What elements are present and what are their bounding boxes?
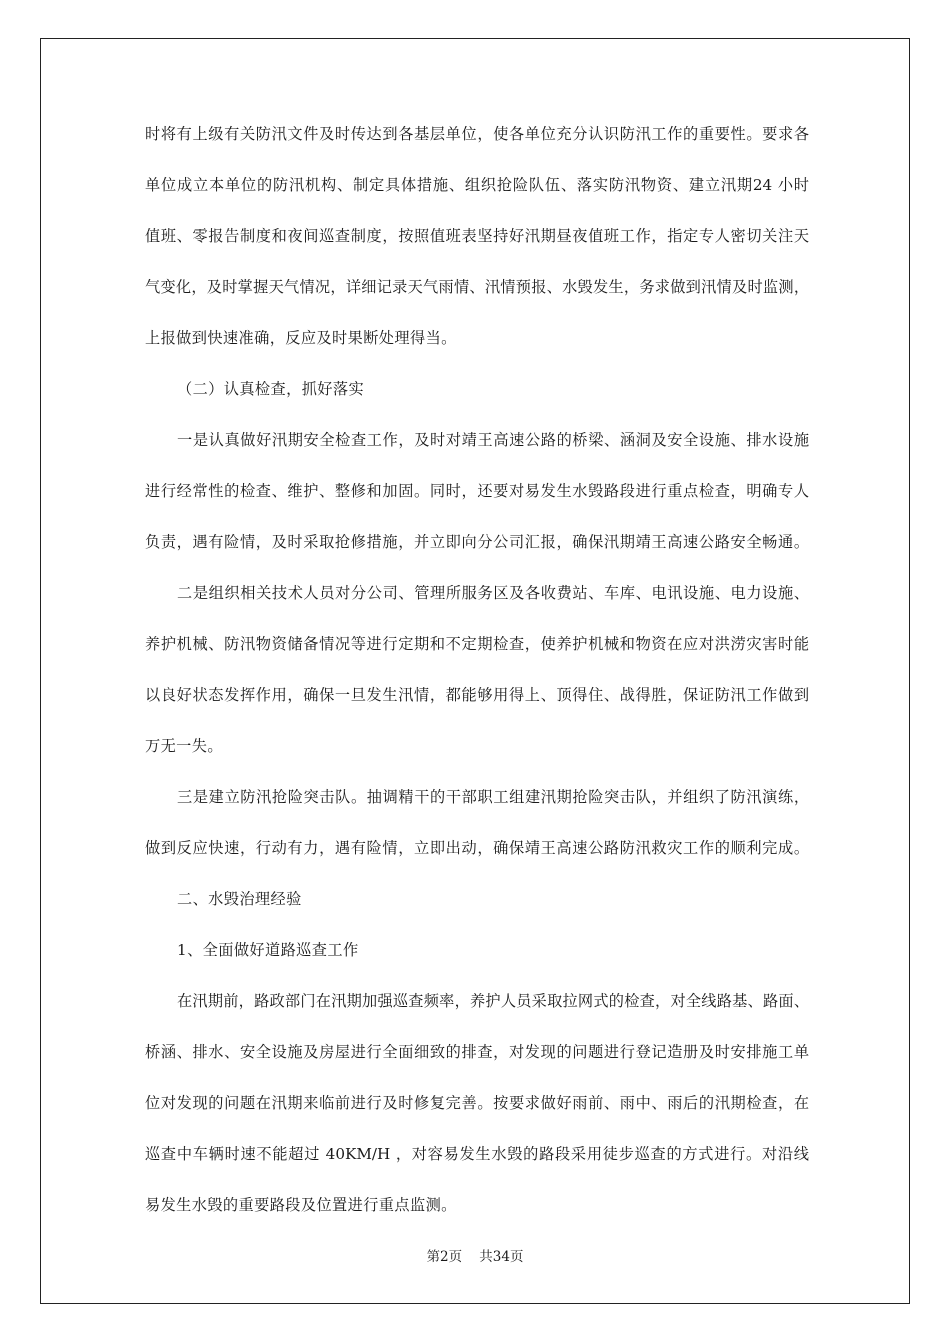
- body-line: 进行经常性的检查、维护、整修和加固。同时，还要对易发生水毁路段进行重点检查，明确专人: [145, 482, 809, 500]
- body-line: 三是建立防汛抢险突击队。抽调精干的干部职工组建汛期抢险突击队，并组织了防汛演练，: [177, 788, 809, 806]
- body-line: 易发生水毁的重要路段及位置进行重点监测。: [145, 1196, 457, 1214]
- page-number-footer: 第2页 共34页: [426, 1249, 524, 1265]
- body-line: 位对发现的问题在汛期来临前进行及时修复完善。按要求做好雨前、雨中、雨后的汛期检查，在: [145, 1094, 809, 1112]
- section-heading: （二）认真检查，抓好落实: [177, 380, 365, 398]
- body-line: 一是认真做好汛期安全检查工作，及时对靖王高速公路的桥梁、涵洞及安全设施、排水设施: [177, 431, 809, 449]
- body-line: 二是组织相关技术人员对分公司、管理所服务区及各收费站、车库、电讯设施、电力设施、: [177, 584, 809, 602]
- body-line: 养护机械、防汛物资储备情况等进行定期和不定期检查，使养护机械和物资在应对洪涝灾害时能: [145, 635, 809, 653]
- body-line: 万无一失。: [145, 737, 223, 755]
- body-line: 时将有上级有关防汛文件及时传达到各基层单位，使各单位充分认识防汛工作的重要性。要求各: [145, 125, 809, 143]
- body-line: 桥涵、排水、安全设施及房屋进行全面细致的排查，对发现的问题进行登记造册及时安排施工单: [145, 1043, 809, 1061]
- body-line: 在汛期前，路政部门在汛期加强巡查频率，养护人员采取拉网式的检查，对全线路基、路面、: [177, 992, 809, 1010]
- subsection-heading: 1、全面做好道路巡查工作: [177, 941, 359, 959]
- body-line: 上报做到快速准确，反应及时果断处理得当。: [145, 329, 457, 347]
- body-line: 以良好状态发挥作用，确保一旦发生汛情，都能够用得上、顶得住、战得胜，保证防汛工作做到: [145, 686, 809, 704]
- body-line: 气变化，及时掌握天气情况，详细记录天气雨情、汛情预报、水毁发生，务求做到汛情及时监测，: [145, 278, 809, 296]
- body-line: 负责，遇有险情，及时采取抢修措施，并立即向分公司汇报，确保汛期靖王高速公路安全畅通。: [145, 533, 809, 551]
- body-line: 单位成立本单位的防汛机构、制定具体措施、组织抢险队伍、落实防汛物资、建立汛期24 小时: [145, 176, 809, 194]
- body-line: 做到反应快速，行动有力，遇有险情，立即出动，确保靖王高速公路防汛救灾工作的顺利完成。: [145, 839, 809, 857]
- body-line: 值班、零报告制度和夜间巡查制度，按照值班表坚持好汛期昼夜值班工作，指定专人密切关注天: [145, 227, 809, 245]
- body-line: 巡查中车辆时速不能超过 40KM/H ，对容易发生水毁的路段采用徒步巡查的方式进行。对沿线: [145, 1145, 809, 1163]
- section-heading: 二、水毁治理经验: [177, 890, 302, 908]
